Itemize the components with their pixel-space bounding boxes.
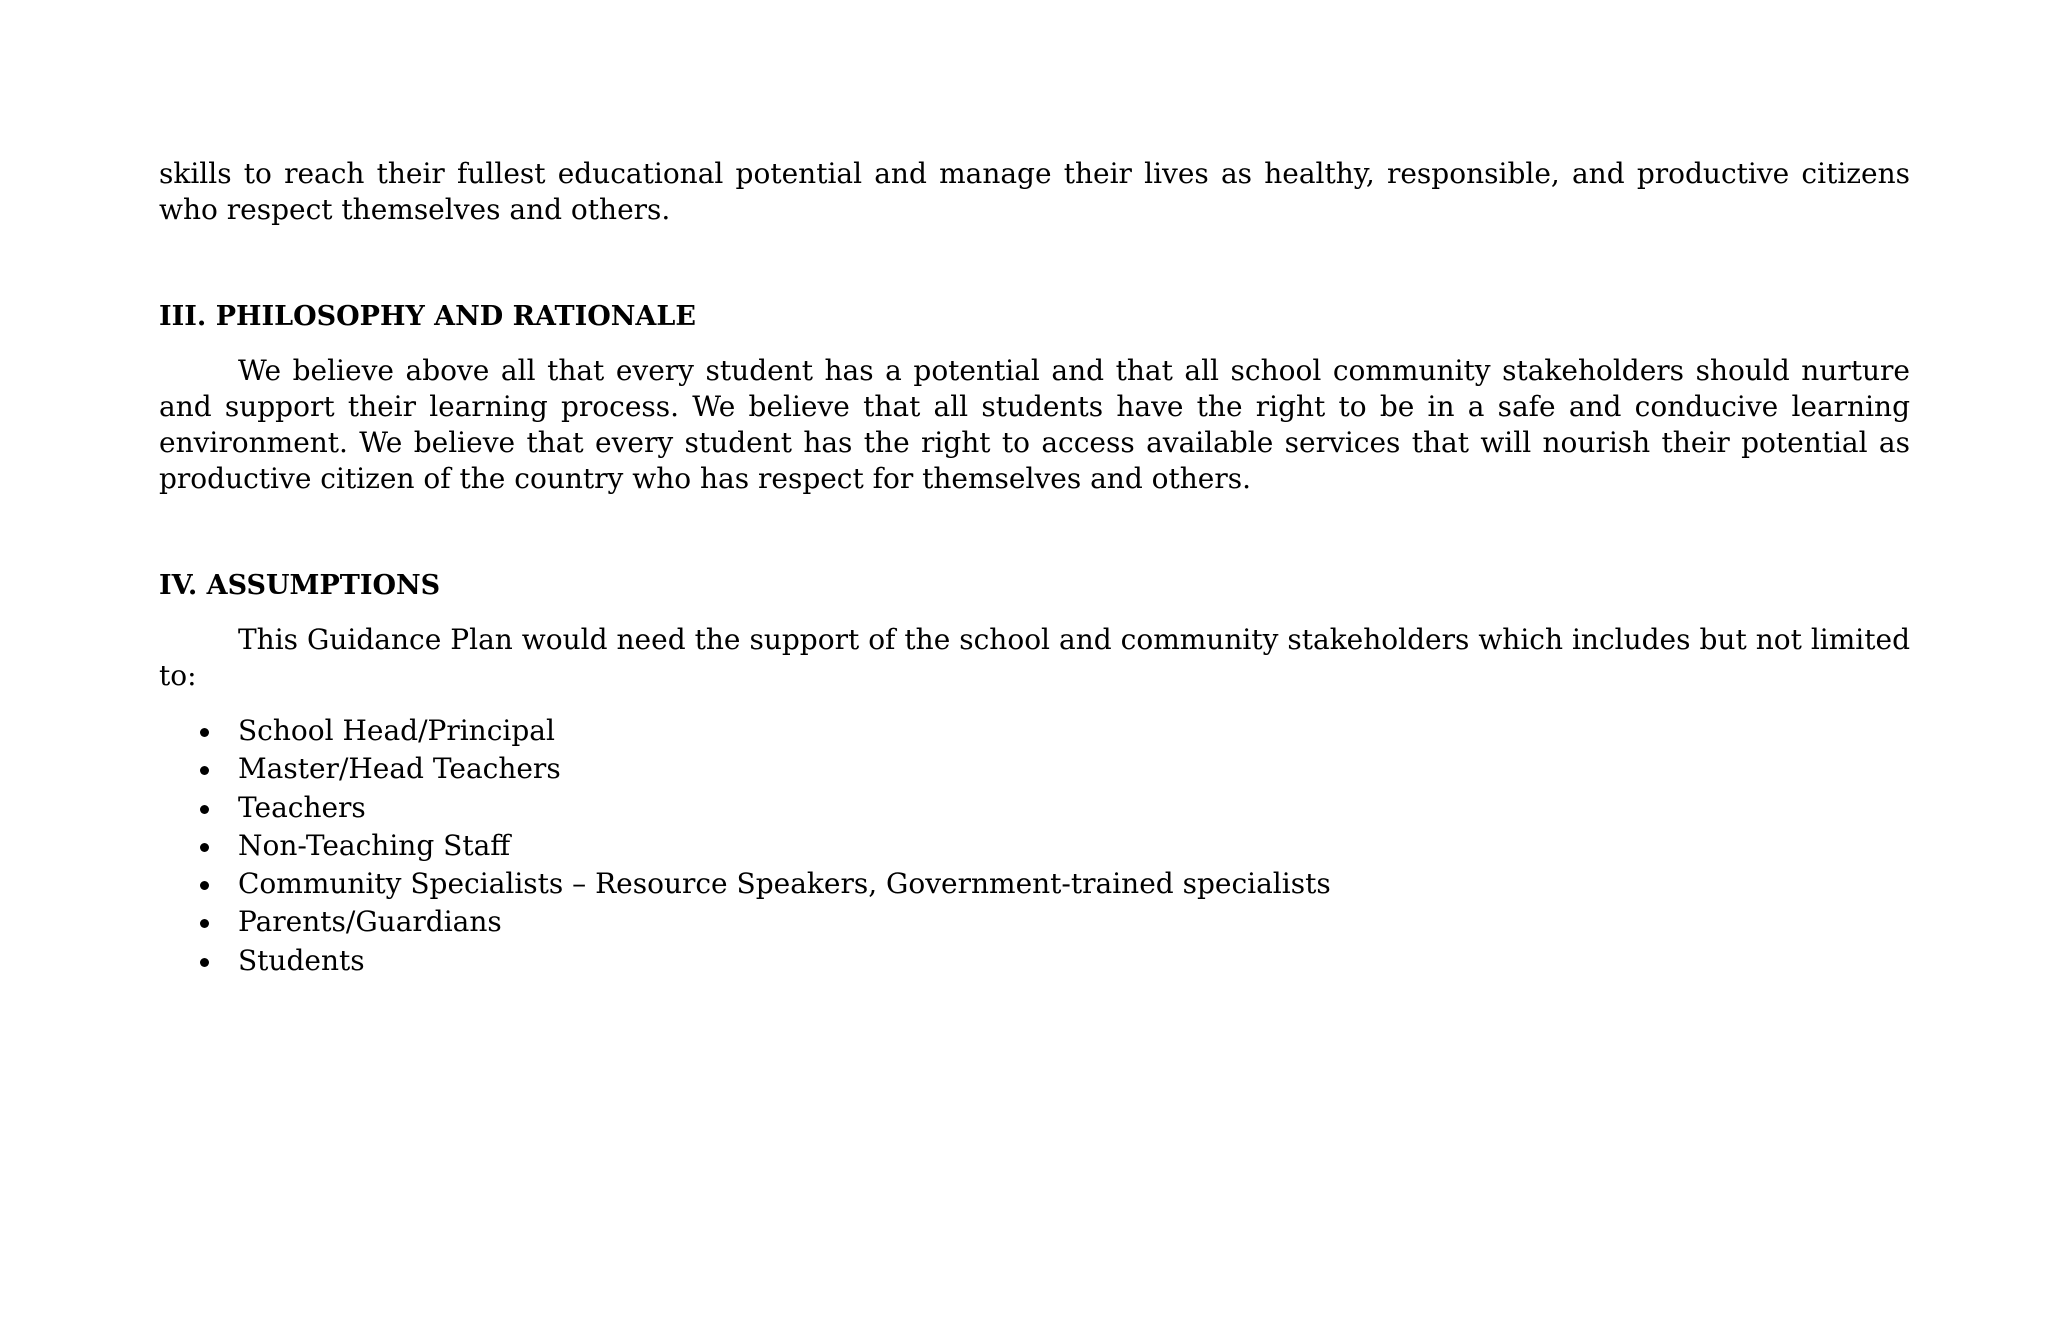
list-item-label: Teachers <box>238 790 366 824</box>
bullet-icon <box>200 881 209 890</box>
list-item <box>159 789 1910 827</box>
bullet-icon <box>200 919 209 928</box>
list-item-label: Community Specialists – Resource Speakers, Government-trained specialists <box>238 867 1331 901</box>
list-item <box>159 750 1910 788</box>
list-item-label: Parents/Guardians <box>238 905 502 939</box>
list-item-label: Non-Teaching Staff <box>238 828 511 862</box>
bullet-icon <box>200 766 209 775</box>
bullet-icon <box>200 728 209 737</box>
list-item-label: School Head/Principal <box>238 714 555 747</box>
bullet-icon <box>200 958 209 967</box>
philosophy-paragraph: We believe above all that every student has a potential and that all school community stakeholders should nurture and support their learning process. We believe that all students have the right to be in a safe and conducive learning environment. We believe that every student has the right to access available services that will nourish their potential as productive citizen of the country who has respect for themselves and others. <box>159 354 1910 495</box>
intro-paragraph: skills to reach their fullest educational potential and manage their lives as healthy, responsible, and productive citizens who respect themselves and others. <box>159 157 1910 226</box>
list-item-label: Master/Head Teachers <box>238 752 561 786</box>
list-item <box>159 865 1910 903</box>
document-page <box>159 156 1910 980</box>
bullet-icon <box>200 843 209 852</box>
list-item <box>159 903 1910 941</box>
list-item <box>159 712 1910 750</box>
section-heading-philosophy: III. PHILOSOPHY AND RATIONALE <box>159 301 696 332</box>
list-item <box>159 827 1910 865</box>
section-heading-assumptions: IV. ASSUMPTIONS <box>159 570 441 601</box>
list-item <box>159 942 1910 980</box>
assumptions-paragraph: This Guidance Plan would need the support of the school and community stakeholders which includes but not limited to: <box>159 623 1910 692</box>
stakeholder-list <box>159 712 1910 980</box>
bullet-icon <box>200 805 209 814</box>
list-item-label: Students <box>238 943 365 977</box>
